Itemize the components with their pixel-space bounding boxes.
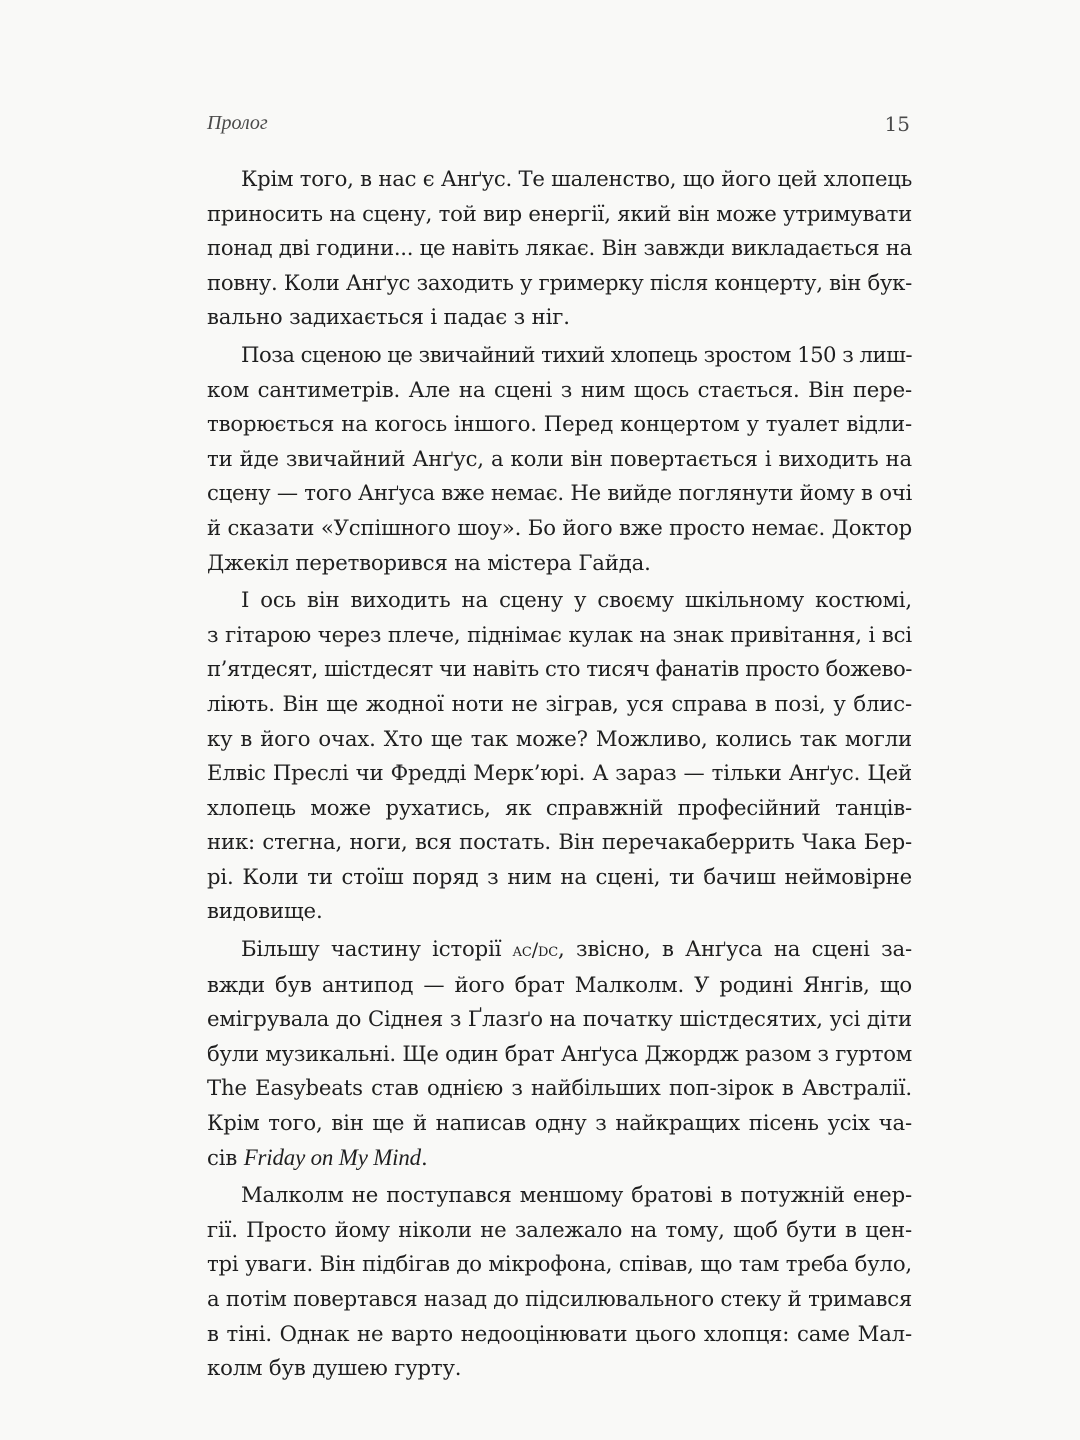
text-line: Крім того, в нас є Анґус. Те шаленство, що його цей хлопець: [241, 166, 912, 191]
text-line: Джекіл перетворився на містера Гайда.: [207, 549, 651, 575]
text-line: І ось він виходить на сцену у своєму шкільному костюмі,: [241, 587, 912, 613]
text-line: Більшу частину історії ac/dc, звісно, в Анґуса на сцені за-: [241, 936, 912, 962]
text-line: Малколм не поступався меншому братові в потужній енер-: [241, 1182, 912, 1208]
text-line: ліють. Він ще жодної ноти не зіграв, уся справа в позі, у блис-: [207, 690, 912, 716]
body-text: [207, 162, 912, 1386]
text-line: й сказати «Успішного шоу». Бо його вже просто немає. Доктор: [207, 514, 912, 540]
text-line: хлопець може рухатись, як справжній професійний танців-: [207, 794, 912, 820]
text-line: The Easybeats став однією з найбільших поп-зірок в Австралії.: [207, 1075, 912, 1101]
page-number: 15: [884, 112, 910, 136]
text-line: колм був душею гурту.: [207, 1355, 462, 1381]
text-line: ком сантиметрів. Але на сцені з ним щось стається. Він пере-: [207, 376, 912, 402]
text-line: рі. Коли ти стоїш поряд з ним на сцені, ти бачиш неймовірне: [207, 863, 912, 889]
text-line: трі уваги. Він підбігав до мікрофона, співав, що там треба було,: [207, 1251, 912, 1277]
text-line: Поза сценою це звичайний тихий хлопець зростом 150 з лиш-: [241, 341, 912, 367]
text-line: п’ятдесят, шістдесят чи навіть сто тисяч фанатів просто божево-: [207, 656, 912, 682]
text-line: ку в його очах. Хто ще так може? Можливо, колись так могли: [207, 725, 912, 751]
text-line: ти йде звичайний Анґус, а коли він повертається і виходить на: [207, 445, 912, 471]
band-name: ac/dc: [512, 939, 559, 962]
song-title: Friday on My Mind: [243, 1144, 421, 1170]
text-line: Елвіс Преслі чи Фредді Мерк’юрі. А зараз — тільки Анґус. Цей: [207, 760, 912, 786]
text-line: творюється на когось іншого. Перед концертом у туалет відли-: [207, 411, 912, 437]
text-line: були музикальні. Ще один брат Анґуса Джордж разом з гуртом: [207, 1040, 912, 1066]
text-line: сів Friday on My Mind.: [207, 1144, 428, 1170]
text-line: а потім повертався назад до підсилювального стеку й тримався: [207, 1286, 912, 1311]
text-line: з гітарою через плече, піднімає кулак на знак привітання, і всі: [207, 621, 912, 647]
text-line: видовище.: [207, 898, 323, 924]
running-title: Пролог: [207, 112, 268, 134]
text-line: Крім того, він ще й написав одну з найкращих пісень усіх ча-: [207, 1110, 912, 1136]
text-line: в тіні. Однак не варто недооцінювати цього хлопця: саме Мал-: [207, 1320, 912, 1346]
text-line: приносить на сцену, той вир енергії, який він може утримувати: [207, 200, 912, 226]
text-line: ник: стегна, ноги, вся постать. Він перечакаберрить Чака Бер-: [207, 829, 912, 855]
text-line: емігрувала до Сіднея з Ґлазґо на початку шістдесятих, усі діти: [207, 1006, 912, 1032]
text-line: вжди був антипод — його брат Малколм. У родині Янгів, що: [207, 971, 912, 997]
text-line: сцену — того Анґуса вже немає. Не вийде поглянути йому в очі: [207, 480, 912, 506]
text-line: повну. Коли Анґус заходить у гримерку після концерту, він бук-: [207, 269, 912, 295]
text-line: гії. Просто йому ніколи не залежало на тому, щоб бути в цен-: [207, 1216, 912, 1242]
text-line: понад дві години... це навіть лякає. Він завжди викладається на: [207, 235, 912, 261]
text-line: вально задихається і падає з ніг.: [207, 304, 570, 330]
